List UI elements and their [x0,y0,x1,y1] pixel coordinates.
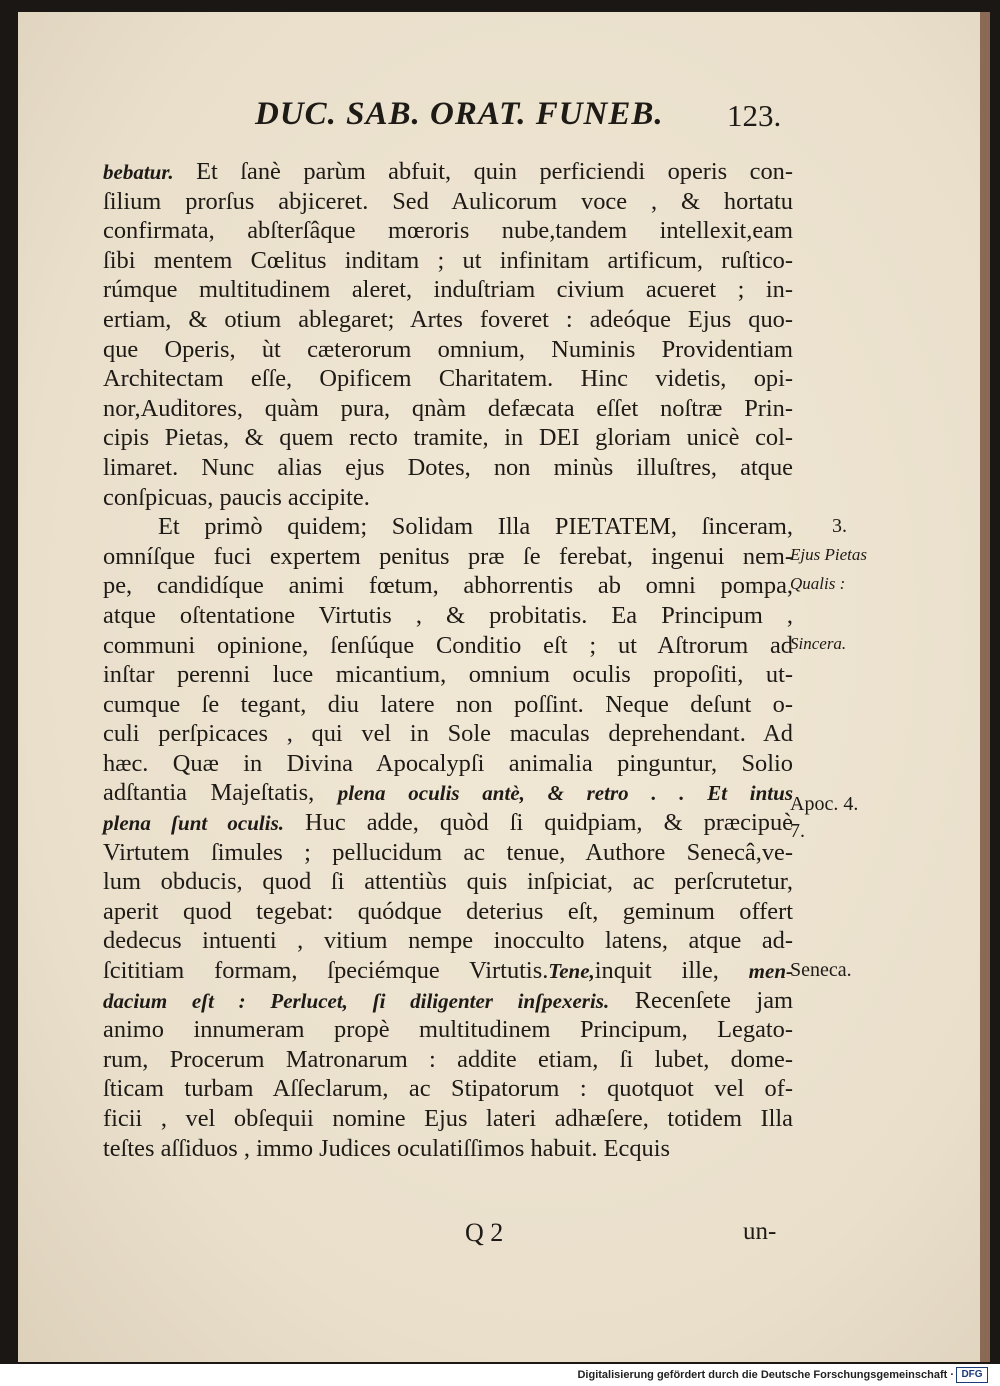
roman-text: ſilium prorſus abjiceret. Sed Aulicorum voce , & hortatu [103,187,793,215]
footer-credit: Digitalisierung gefördert durch die Deutsche Forschungsgemeinschaft · [577,1369,954,1381]
roman-text: ficii , vel obſequii nomine Ejus lateri adhæſere, totidem Illa [103,1105,793,1132]
italic-text: dacium eſt : Perlucet, ſi diligenter inſpexeris. [103,988,610,1013]
signature-mark: Q 2 [465,1218,504,1247]
text-line [103,542,793,572]
roman-text: ertiam, & otium ablegaret; Artes foveret : adeóque Ejus quo- [103,305,793,333]
roman-text: Virtutem ſimules ; pellucidum ac tenue, Authore Senecâ,ve- [103,838,793,866]
italic-text: plena ſunt oculis. [103,811,284,836]
text-line [103,1045,793,1075]
text-line [103,986,793,1016]
text-line [103,394,793,424]
text-line [103,364,793,394]
text-line [103,660,793,690]
roman-text: rúmque multitudinem aleret, induſtriam civium acueret ; in- [103,276,793,304]
text-line [103,157,793,187]
roman-text: Huc adde, quòd ſi quidpiam, & præcipuè [284,809,793,837]
text-line [103,1015,793,1045]
text-line [103,187,793,217]
roman-text: confirmata, abſterſâque mœroris nube,tandem intellexit,eam [103,217,793,245]
roman-text: Recenſete jam [609,986,794,1014]
text-line [103,719,793,749]
text-line [103,453,793,483]
roman-text: omníſque fuci expertem penitus præ ſe ferebat, ingenui nem- [103,542,793,570]
margin-note: Qualis : [790,574,846,594]
text-line [103,1134,793,1164]
roman-text: nor,Auditores, quàm pura, qnàm defæcata eſſet noſtræ Prin- [103,394,793,422]
catchword: un- [743,1218,777,1245]
text-line [103,867,793,897]
text-line [103,1074,793,1104]
margin-note: 7. [790,820,805,843]
roman-text: cumque ſe tegant, diu latere non poſſint. Neque deſunt o- [103,690,793,718]
body-text [103,157,793,1163]
text-line [103,897,793,927]
text-line [103,305,793,335]
margin-note: Ejus Pietas [790,544,867,564]
text-line [103,690,793,720]
text-line [103,335,793,365]
book-page [18,12,980,1362]
text-line [103,216,793,246]
roman-text: cipis Pietas, & quem recto tramite, in DEI gloriam unicè col- [103,424,793,452]
roman-text: communi opinione, ſenſúque Conditio eſt ; ut Aſtrorum ad [103,631,793,659]
text-line [103,483,793,513]
roman-text: atque oſtentatione Virtutis , & probitatis. Ea Principum , [103,601,793,629]
dfg-logo-icon: DFG [956,1367,988,1383]
text-line [103,778,793,808]
roman-text: teſtes aſſiduos , immo Judices oculatiſſimos habuit. Ecquis [103,1134,671,1162]
text-line [103,512,793,542]
running-head: DUC. SAB. ORAT. FUNEB. [255,96,664,132]
roman-text: Architectam eſſe, Opificem Charitatem. Hinc videtis, opi- [103,365,793,393]
roman-text: aperit quod tegebat: quódque deterius eſt, geminum offert [103,897,793,925]
roman-text: inquit ille, [594,957,749,985]
roman-text: dedecus intuenti , vitium nempe inocculto latens, atque ad- [103,927,793,955]
margin-note: Seneca. [790,959,852,982]
text-line [103,808,793,838]
italic-text: plena oculis antè, & retro . . Et intus [337,781,793,806]
text-line [103,601,793,631]
text-line [103,1104,793,1134]
roman-text: pe, candidíque animi fœtum, abhorrentis ab omni pompa, [103,572,793,600]
roman-text: adſtantia Majeſtatis, [103,779,338,807]
margin-note: Sincera. [790,633,847,653]
page-number: 123. [727,98,782,133]
text-line [103,926,793,956]
text-line [103,246,793,276]
italic-text: men- [748,959,793,984]
roman-text: que Operis, ùt cæterorum omnium, Numinis Providentiam [103,335,793,363]
text-line [103,956,793,986]
roman-text: ſticam turbam Aſſeclarum, ac Stipatorum : quotquot vel of- [103,1075,793,1103]
footer-bar [0,1364,1000,1386]
roman-text: animo innumeram propè multitudinem Principum, Legato- [103,1016,793,1044]
text-line [103,423,793,453]
roman-text: ſcititiam formam, ſpeciémque Virtutis. [103,957,549,985]
text-line [103,275,793,305]
margin-note: Apoc. 4. [790,793,859,816]
text-line [103,838,793,868]
roman-text: culi perſpicaces , qui vel in Sole maculas deprehendant. Ad [103,720,793,748]
italic-text: bebatur. [103,160,174,184]
roman-text: limaret. Nunc alias ejus Dotes, non minùs illuſtres, atque [103,453,793,481]
roman-text: Et primò quidem; Solidam Illa PIETATEM, ſinceram, [158,513,793,541]
roman-text: inſtar perenni luce micantium, omnium oculis propoſiti, ut- [103,661,793,689]
roman-text: Et ſanè parùm abfuit, quin perficiendi operis con- [173,158,793,185]
text-line [103,749,793,779]
roman-text: ſibi mentem Cœlitus inditam ; ut infinitam artificum, ruſtico- [103,246,793,274]
text-line [103,571,793,601]
roman-text: conſpicuas, paucis accipite. [103,483,370,511]
text-line [103,631,793,661]
roman-text: rum, Procerum Matronarum : addite etiam, ſi lubet, dome- [103,1045,793,1073]
italic-text: Tene, [548,959,595,984]
roman-text: hæc. Quæ in Divina Apocalypſi animalia pinguntur, Solio [103,749,793,777]
roman-text: lum obducis, quod ſi attentiùs quis inſpiciat, ac perſcrutetur, [103,868,793,896]
margin-note: 3. [832,515,847,538]
